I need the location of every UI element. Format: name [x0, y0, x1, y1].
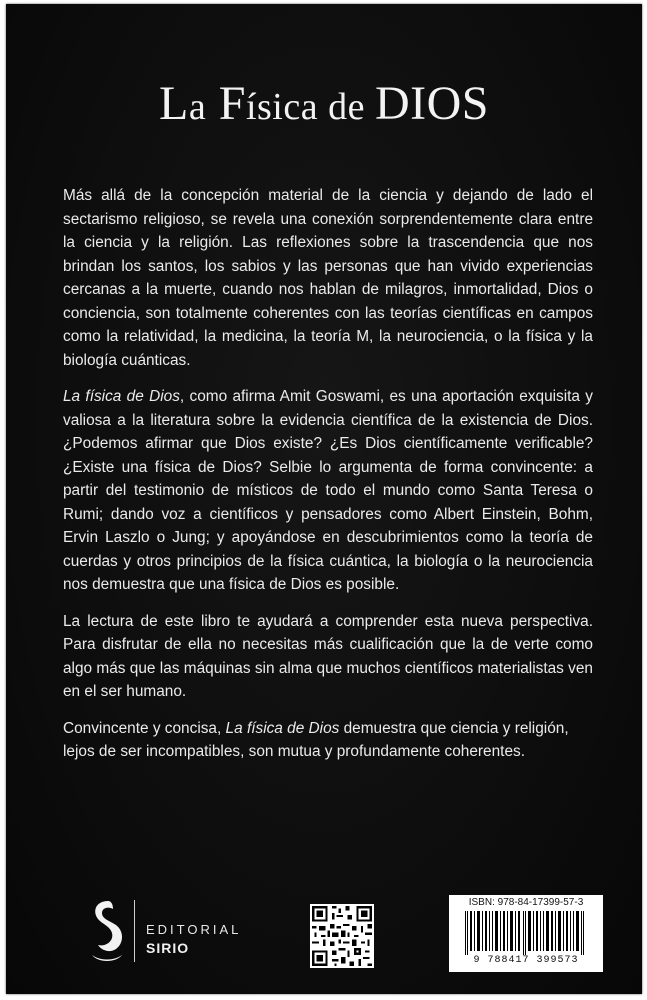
logo-divider: [134, 900, 135, 962]
title-letter: a: [188, 86, 207, 128]
isbn-label: ISBN: 978-84-17399-57-3: [468, 897, 584, 908]
book-back-cover: [6, 4, 642, 994]
barcode-number: 9 788417 399573: [473, 955, 579, 966]
paragraph-text: Convincente y concisa,: [63, 719, 226, 737]
title-word: de: [318, 86, 375, 128]
publisher-name-line2: SIRIO: [146, 940, 190, 956]
title-letter: L: [159, 77, 189, 130]
blurb-paragraph: [63, 385, 593, 597]
title-word: F: [206, 77, 246, 130]
blurb: [63, 184, 593, 777]
paragraph-text: , como afirma Amit Goswami, es una aportación exquisita y valiosa a la literatura sobre la evidencia científica de la existencia de Dios. ¿Podemos afirmar que Dios existe? ¿Es Dios científicamente verificable? ¿Existe una física de Dios? Selbie lo argumenta de forma convincente: a partir del testimonio de místicos de todo el mundo como Santa Teresa o Rumi; dando voz a científicos y pensadores como Albert Einstein, Bohm, Ervin Laszlo o Jung; y apoyándose en descubrimientos como la teoría de cuerdas y otros principios de la física cuántica, la biología o la neurociencia nos demuestra que una física de Dios es posible.: [63, 388, 594, 593]
qr-code-icon: [310, 904, 374, 968]
title-word: ísica: [245, 86, 319, 128]
paragraph-text: demuestra que ciencia y religión, lejos de ser incompatibles, son mutua y profundamente coherentes.: [63, 719, 569, 760]
barcode-icon: [459, 911, 593, 955]
book-title-italic: La física de Dios: [225, 719, 340, 737]
swan-logo-icon: [86, 897, 126, 967]
isbn-barcode: [449, 895, 603, 972]
book-title: [6, 76, 642, 131]
blurb-paragraph: La lectura de este libro te ayudará a comprender esta nueva perspectiva. Para disfrutar de ella no necesitas más cualificación que la de verte como algo más que las máquinas sin alma que muchos científicos materialistas ven en el ser humano.: [63, 612, 593, 700]
title-word: DIOS: [374, 77, 489, 130]
book-title-italic: La física de Dios: [63, 388, 180, 405]
blurb-paragraph: Más allá de la concepción material de la ciencia y dejando de lado el sectarismo religioso, se revela una conexión sorprendentemente clara entre la ciencia y la religión. Las reflexiones sobre la trascendencia que nos brindan los santos, los sabios y las personas que han vivido experiencias cercanas a la muerte, cuando nos hablan de milagros, inmortalidad, Dios o conciencia, son totalmente coherentes con las teorías científicas en campos como la relatividad, la medicina, la teoría M, la neurociencia, o la física y la biología cuánticas.: [63, 187, 593, 369]
publisher-name-line1: EDITORIAL: [146, 922, 242, 937]
blurb-paragraph: [63, 717, 593, 764]
